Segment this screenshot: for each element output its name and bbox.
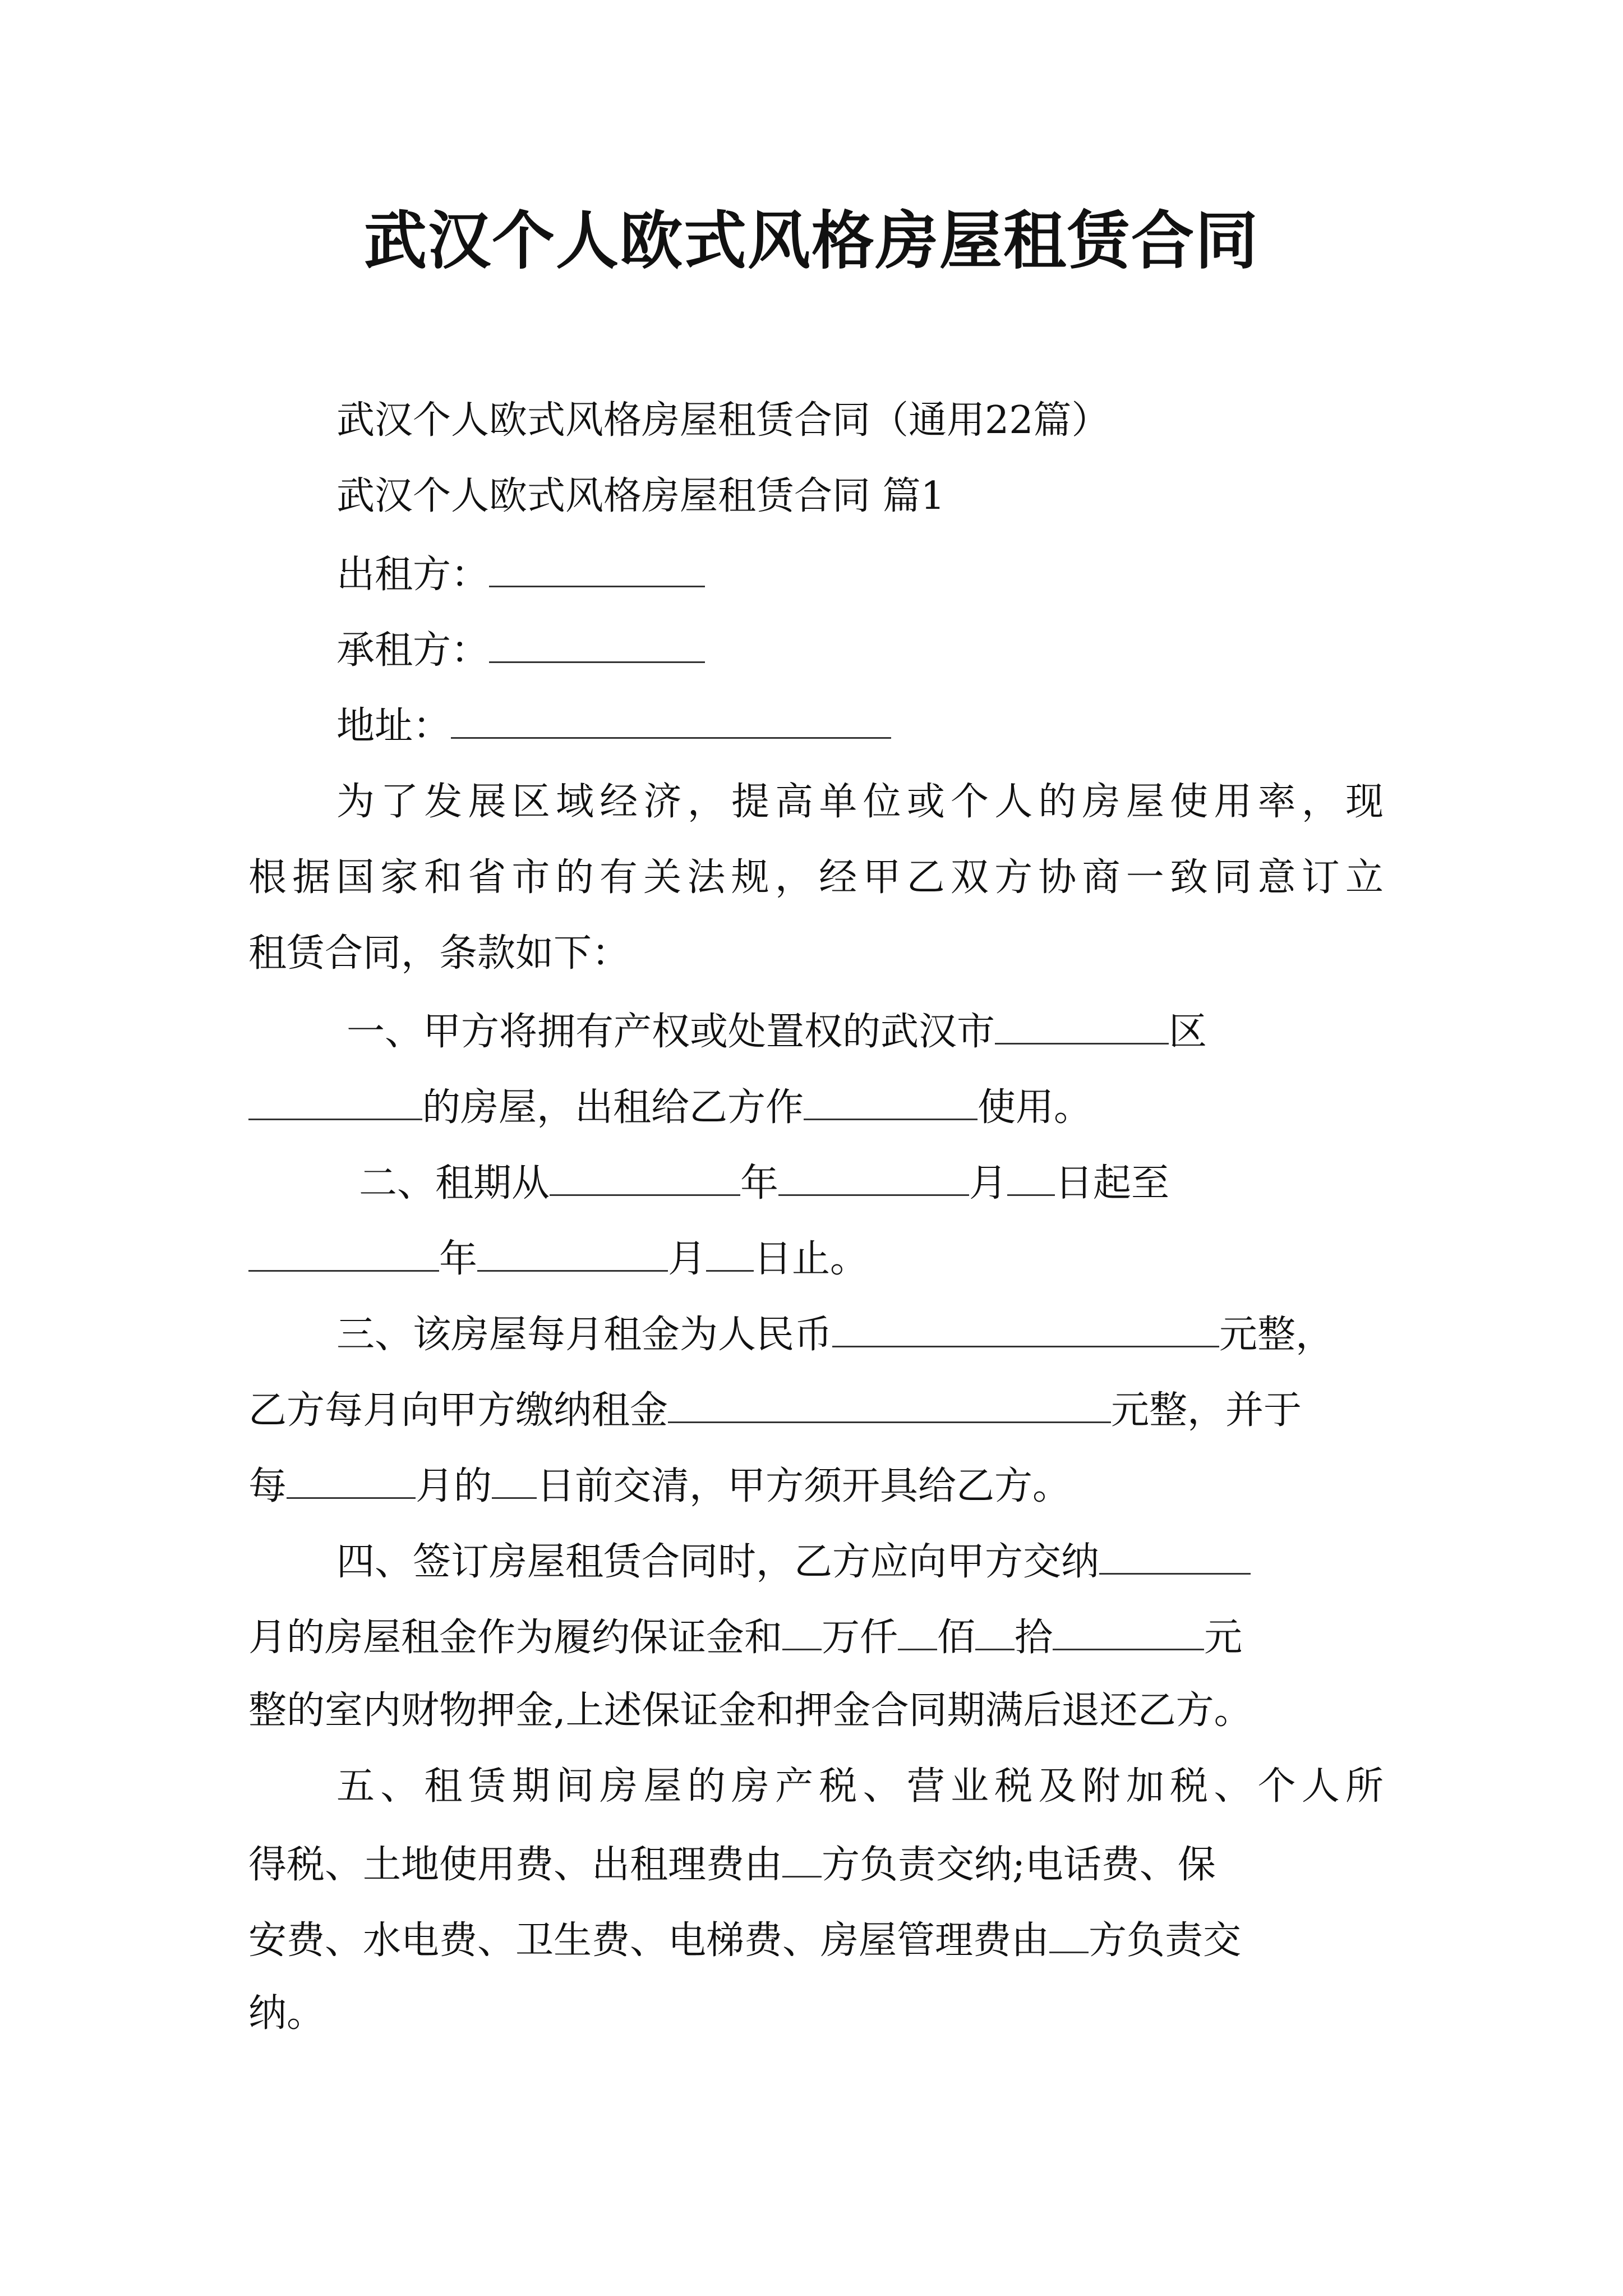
wan-blank: [782, 1602, 822, 1650]
clause-5-text-b: 方负责交纳;电话费、保: [822, 1843, 1216, 1887]
clause-2-line-1: [359, 1147, 1494, 1214]
clause-1-line-2: [248, 1071, 1384, 1139]
clause-1-text-a: 一、甲方将拥有产权或处置权的武汉市: [347, 1010, 995, 1054]
clause-4-text-b: 月的房屋租金作为履约保证金和: [248, 1616, 783, 1660]
qian-blank: [898, 1602, 937, 1650]
document-subtitle: 武汉个人欧式风格房屋租赁合同（通用22篇）: [336, 398, 1110, 443]
clause-2-text-d: 日起至: [1055, 1161, 1170, 1205]
clause-5-line-4: 纳。: [248, 1991, 325, 2036]
tax-party-blank: [782, 1829, 822, 1878]
payment-day-blank: [492, 1450, 537, 1499]
end-month-blank: [477, 1223, 668, 1272]
payment-month-blank: [287, 1450, 416, 1499]
start-day-blank: [1007, 1147, 1055, 1196]
clause-5-line-2: [248, 1829, 1384, 1896]
clause-5-text-d: 方负责交: [1089, 1918, 1242, 1963]
fee-party-blank: [1049, 1904, 1089, 1953]
clause-4-text-e: 拾: [1015, 1616, 1053, 1660]
clause-4-line-1: [336, 1526, 1384, 1593]
clause-5-line-3: [248, 1904, 1384, 1972]
clause-3-text-f: 月的: [416, 1464, 492, 1508]
clause-3-text-d: 元整，并于: [1111, 1388, 1302, 1433]
clause-3-text-c: 乙方每月向甲方缴纳租金: [248, 1388, 668, 1433]
clause-3-text-a: 三、该房屋每月租金为人民币: [336, 1313, 833, 1357]
clause-5-text-a: 得税、土地使用费、出租理费由: [248, 1843, 783, 1887]
clause-1-line-1: [347, 996, 1482, 1063]
usage-blank: [804, 1071, 978, 1120]
address-field: [336, 690, 1384, 757]
clause-2-text-b: 年: [740, 1161, 779, 1205]
lessor-field: [336, 539, 1384, 606]
clause-2-text-c: 月: [969, 1161, 1008, 1205]
clause-3-text-g: 日前交清，甲方须开具给乙方。: [537, 1464, 1071, 1508]
address-blank: [451, 690, 891, 739]
clause-3-line-1: [336, 1299, 1384, 1366]
section-heading: 武汉个人欧式风格房屋租赁合同 篇1: [336, 474, 945, 518]
intro-line-2: 根据国家和省市的有关法规，经甲乙双方协商一致同意订立: [248, 855, 1384, 900]
lessor-blank: [489, 539, 705, 587]
clause-2-text-a: 二、租期从: [359, 1161, 550, 1205]
document-title: 武汉个人欧式风格房屋租赁合同: [364, 205, 1259, 278]
lessee-blank: [489, 614, 705, 663]
clause-1-text-c: 的房屋，出租给乙方作: [422, 1085, 804, 1130]
clause-1-text-d: 使用。: [978, 1085, 1092, 1130]
clause-4-line-2: [248, 1602, 1384, 1669]
end-day-blank: [706, 1223, 754, 1272]
clause-1-text-b: 区: [1169, 1010, 1207, 1054]
clause-4-text-c: 万仟: [822, 1616, 898, 1660]
address-label: 地址：: [336, 704, 451, 748]
clause-2-text-e: 年: [439, 1237, 478, 1281]
rent-amount-blank: [832, 1299, 1219, 1347]
start-year-blank: [550, 1147, 740, 1196]
clause-3-text-e: 每: [248, 1464, 287, 1508]
deposit-months-blank: [1099, 1526, 1251, 1575]
clause-3-text-b: 元整，: [1219, 1313, 1334, 1357]
intro-line-1: 为了发展区域经济，提高单位或个人的房屋使用率，现: [336, 780, 1384, 824]
lessee-label: 承租方：: [336, 628, 490, 673]
district-blank: [995, 996, 1169, 1045]
clause-4-text-d: 佰: [937, 1616, 976, 1660]
clause-4-text-a: 四、签订房屋租赁合同时，乙方应向甲方交纳: [336, 1540, 1100, 1584]
property-blank: [248, 1071, 422, 1120]
intro-line-3: 租赁合同，条款如下：: [248, 931, 630, 976]
clause-4-text-f: 元: [1204, 1616, 1243, 1660]
shi-blank: [1053, 1602, 1204, 1650]
clause-5-line-1: 五、租赁期间房屋的房产税、营业税及附加税、个人所: [336, 1764, 1384, 1809]
clause-2-line-2: [248, 1223, 1384, 1290]
bai-blank: [975, 1602, 1015, 1650]
clause-3-line-2: [248, 1374, 1384, 1442]
start-month-blank: [778, 1147, 969, 1196]
clause-2-text-g: 日止。: [754, 1237, 869, 1281]
monthly-payment-blank: [668, 1374, 1111, 1423]
end-year-blank: [248, 1223, 439, 1272]
lessee-field: [336, 614, 1384, 682]
clause-5-text-c: 安费、水电费、卫生费、电梯费、房屋管理费由: [248, 1918, 1050, 1963]
clause-3-line-3: [248, 1450, 1384, 1517]
lessor-label: 出租方：: [336, 553, 490, 597]
clause-2-text-f: 月: [668, 1237, 707, 1281]
clause-4-line-3: 整的室内财物押金,上述保证金和押金合同期满后退还乙方。: [248, 1688, 1252, 1733]
